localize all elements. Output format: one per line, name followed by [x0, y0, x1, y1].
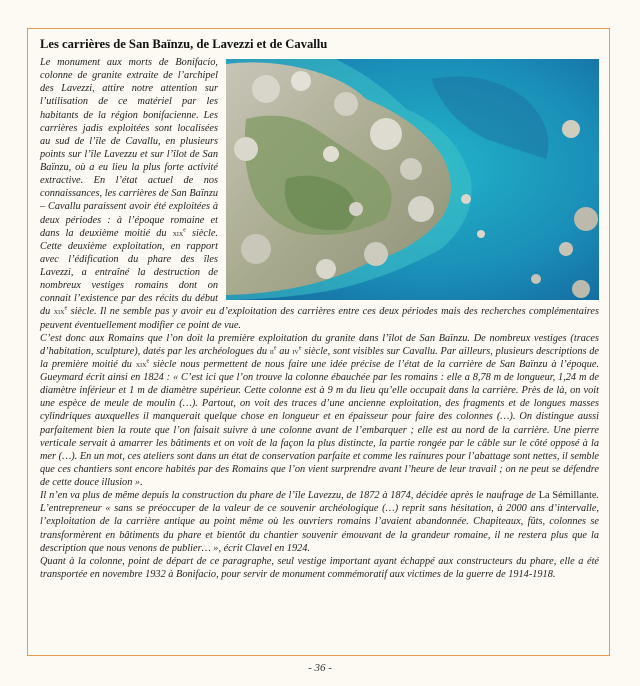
paragraph-1: Le monument aux morts de Bonifacio, colonne de granite extraite de l’archipel des Lavezzi, attire notre attention sur l’utilisation de ce matériel par les habitants de la région bonifacienne. Les carrières jadis exploitées sont localisées au sud de l’île de Cavallu, en plusieurs points sur l’île Lavezzu et sur l’îlot de San Baïnzu, où a eu lieu la plus forte activité extractive. En l’état actuel de nos connaissances, les carrières de San Baïnzu – Cavallu paraissent avoir été exploitées à deux périodes : à l’époque romaine et dans la deuxième moitié du xix$^e$ siècle. Cette deuxième exploitation, en rapport avec l’édification du phare des îles Lavezzi, a entraîné la destruction de nombreux vestiges romains dont on connait l’existence par des récits du début du xix$^e$ siècle. Il ne semble pas y avoir eu d’exploitation des carrières entre ces deux périodes mais des recherches complémentaires peuvent éventuellement modifier ce point de vue. — [40, 57, 600, 331]
article-body — [40, 56, 599, 581]
page-number: - 36 - — [308, 662, 332, 674]
paragraph-2: C’est donc aux Romains que l’on doit la première exploitation du granite dans l’îlot de San Baïnzu. De nombreux vestiges (traces d’habitation, sculpture), datés par les archéologues du $ii^e$ au $iv^e$ siècle, sont visibles sur Cavallu. Par ailleurs, plusieurs descriptions de la première moitié du xix$^e$ siècle nous permettent de nous faire une idée précise de l’état de la carrière de San Baïnzu à l’époque. Gueymard écrit ainsi en 1824 : « C’est ici que l’on trouve la colonne ébauchée par les romains : elle a 8,78 m de longueur, 1,24 m de diamètre inférieur et 1 m de diamètre supérieur. Cette colonne est à 9 m du lieu qu’elle occupait dans la carrière. Près de là, on voit une espèce de meule de moulin (…). Partout, on voit des traces d’une ancienne exploitation, des fragments et de longues masses cylindriques auxquelles il manquerait quelque chose en longueur et en épaisseur pour faire des colonnes (…). On distingue aussi parfaitement bien la route que l’on faisait suivre à une colonne avant de l’embarquer ; elle est au nord de la carrière. Une pierre verticale servait à amarrer les bâtiments et on voit de la façon la plus distincte, la partie rongée par le câble sur le côté opposé à la mer (…). En un mot, ces ateliers sont dans un état de conservation parfaite et comme les rainures pour l’abattage sont nettes, il semble que ces chantiers sont encore habités par des Romains que l’on vient surprendre avant l’heure de leur travail ; on ne peut se défendre de cette douce illusion ». — [40, 332, 599, 488]
paragraph-3: Il n’en va plus de même depuis la construction du phare de l’île Lavezzu, de 1872 à 1874, décidée après le naufrage de La Sémillante. L’entrepreneur « sans se préoccuper de la valeur de ce souvenir archéologique (…) reprit sans hésitation, à 2000 ans d’intervalle, l’exploitation de la carrière antique au point même où les ouvriers romains l’avaient abandonnée. Chapiteaux, fûts, colonnes se transformèrent en bâtiments du phare et bientôt du chantier souvenir émouvant de la grandeur romaine, il ne restera plus que la description que nous venons de publier… », écrit Clavel en 1924. — [40, 490, 599, 554]
paragraph-4: Quant à la colonne, point de départ de ce paragraphe, seul vestige important ayant échappé aux constructeurs du phare, elle a été transportée en novembre 1932 à Bonifacio, pour servir de monument commémoratif aux victimes de la guerre de 1914-1918. — [40, 555, 599, 580]
aerial-island-photo — [226, 59, 599, 300]
page-title: Les carrières de San Baïnzu, de Lavezzi et de Cavallu — [40, 37, 328, 51]
